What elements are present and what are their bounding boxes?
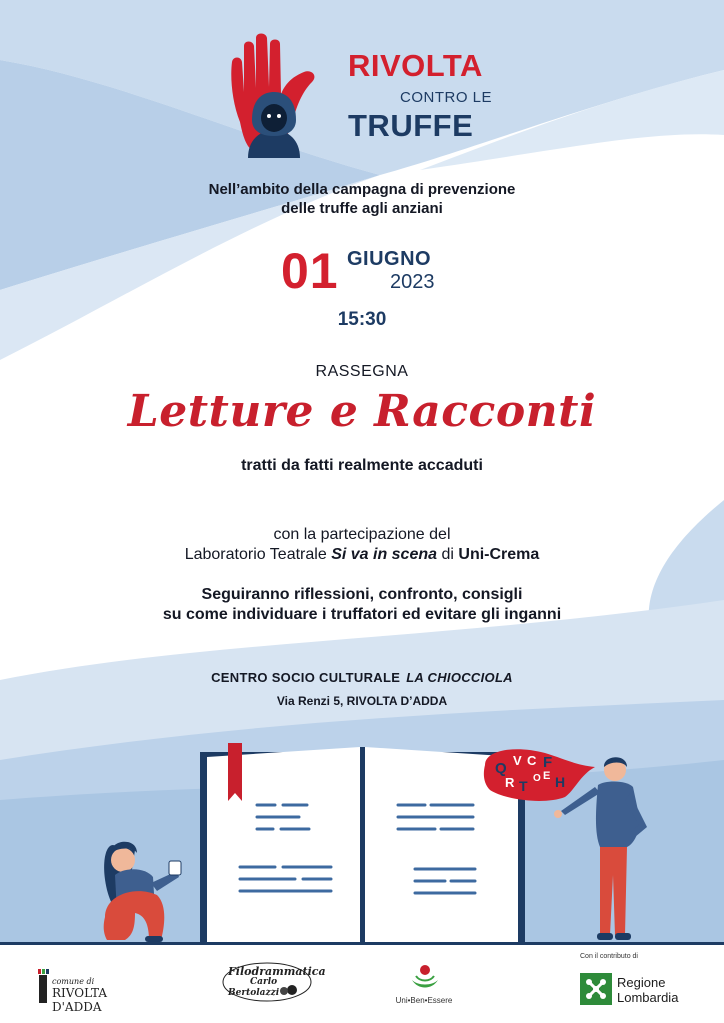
logo-title-contro-le: CONTRO LE — [400, 89, 493, 106]
comune-crest-icon — [38, 969, 50, 1003]
event-subtitle: tratti da fatti realmente accaduti — [241, 457, 483, 474]
contributor-label: Con il contributo di — [580, 953, 638, 960]
lab-prefix: Laboratorio Teatrale — [184, 546, 327, 563]
filo-line-1: Filodrammatica — [228, 965, 326, 978]
regione-lombardia-icon — [580, 973, 612, 1005]
intro-line-1: Nell’ambito della campagna di prevenzione — [208, 181, 516, 198]
comune-small: comune di — [52, 977, 95, 986]
svg-text:Q: Q — [495, 760, 507, 777]
filo-text — [228, 966, 326, 999]
filo-line-2: Carlo — [250, 977, 278, 987]
uni-ben-essere-icon — [410, 962, 440, 994]
followup-line-2: su come individuare i truffatori ed evitare gli inganni — [162, 606, 562, 623]
event-label: RASSEGNA — [315, 363, 409, 380]
comune-name: RIVOLTA D'ADDA — [52, 986, 108, 1014]
svg-text:H: H — [555, 774, 566, 790]
lab-org: Uni-Crema — [458, 546, 540, 563]
filodrammatica-logo — [222, 962, 326, 1002]
uni-ben-essere-logo — [384, 962, 464, 1007]
intro-text — [0, 180, 724, 218]
regione-line-2: Lombardia — [617, 990, 679, 1005]
event-day: 01 — [281, 243, 339, 299]
followup-line-1: Seguiranno riflessioni, confronto, consigli — [201, 586, 523, 603]
venue-name-italic: LA CHIOCCIOLA — [406, 670, 513, 685]
logo-title-rivolta: RIVOLTA — [348, 48, 483, 83]
event-title: Letture e Racconti — [127, 386, 597, 437]
comune-rivolta-logo — [38, 967, 148, 1014]
book-reading-illustration — [95, 735, 655, 945]
svg-text:R: R — [505, 775, 515, 790]
event-time: 15:30 — [337, 309, 387, 330]
followup-text — [0, 585, 724, 625]
svg-text:E: E — [543, 770, 551, 782]
participation-text — [0, 525, 724, 565]
seated-woman-reading-icon — [104, 842, 181, 942]
venue-address: Via Renzi 5, RIVOLTA D’ADDA — [276, 694, 448, 708]
svg-text:O: O — [533, 773, 541, 784]
lab-joiner: di — [441, 546, 454, 563]
regione-line-1: Regione — [617, 975, 666, 990]
svg-text:V: V — [513, 753, 522, 768]
participation-line-2 — [0, 545, 724, 565]
event-month: GIUGNO — [347, 248, 432, 270]
logo-title-truffe: TRUFFE — [348, 108, 474, 143]
comune-text — [52, 977, 148, 1014]
filo-line-3: Bertolazzi — [228, 988, 280, 998]
speech-letters-icon — [484, 749, 595, 801]
svg-text:F: F — [543, 754, 553, 771]
regione-lombardia-logo — [580, 973, 700, 1009]
participation-line-1: con la partecipazione del — [273, 526, 451, 543]
svg-text:T: T — [519, 778, 528, 794]
lab-name: Si va in scena — [331, 546, 438, 563]
open-book-icon — [200, 743, 525, 945]
regione-text — [617, 975, 678, 1005]
uni-ben-essere-name: Uni•Ben•Essere — [395, 996, 453, 1005]
venue-name-prefix: CENTRO SOCIO CULTURALE — [211, 670, 401, 685]
venue-name — [0, 670, 724, 685]
svg-text:C: C — [527, 753, 537, 768]
intro-line-2: delle truffe agli anziani — [281, 200, 443, 217]
raised-hand-hooded-figure-icon — [222, 32, 338, 158]
event-year: 2023 — [390, 271, 435, 293]
